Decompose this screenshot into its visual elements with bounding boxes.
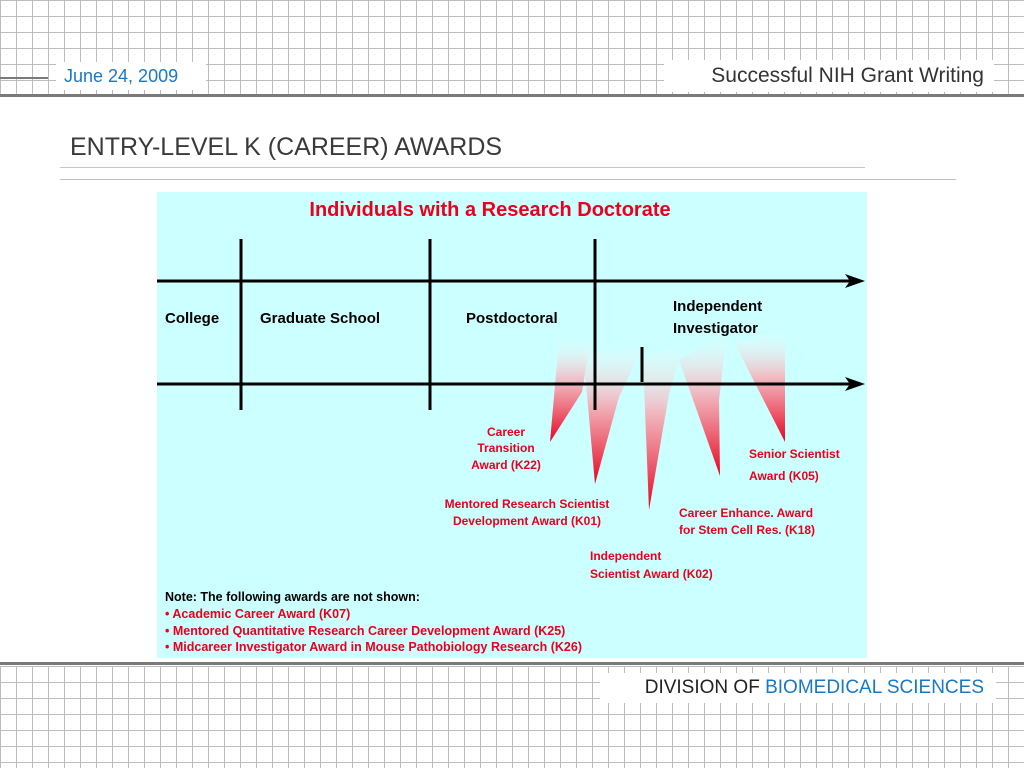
footer-prefix: DIVISION OF: [644, 677, 760, 698]
k22-label-line2: Transition: [477, 441, 535, 455]
footer-rule: [0, 662, 1024, 665]
note-item-k26: • Midcareer Investigator Award in Mouse Pathobiology Research (K26): [165, 640, 582, 654]
stage-independent-line1: Independent: [673, 298, 763, 315]
k01-label-line2: Development Award (K01): [452, 514, 602, 528]
slide-date: June 24, 2009: [64, 66, 179, 86]
k01-label-line1: Mentored Research Scientist: [444, 497, 610, 511]
diagram-heading: Individuals with a Research Doctorate: [309, 199, 671, 221]
k02-label-line1: Independent: [590, 549, 662, 563]
header-rule: [0, 94, 1024, 97]
date-dash: [0, 77, 48, 79]
k22-label-line1: Career: [486, 425, 526, 439]
note-item-k25: • Mentored Quantitative Research Career Development Award (K25): [165, 624, 566, 638]
k05-label-line1: Senior Scientist: [749, 447, 840, 461]
footer-accent: BIOMEDICAL SCIENCES: [765, 677, 984, 698]
career-awards-diagram: [157, 192, 867, 658]
stage-independent-line2: Investigator: [673, 320, 759, 337]
slide-title: ENTRY-LEVEL K (CAREER) AWARDS: [70, 133, 503, 161]
stage-postdoctoral: Postdoctoral: [466, 310, 558, 327]
k22-label-line3: Award (K22): [471, 458, 541, 472]
footer-division: [645, 677, 984, 699]
stage-graduate-school: Graduate School: [260, 310, 381, 327]
k18-label-line2: for Stem Cell Res. (K18): [679, 523, 816, 537]
k18-label-line1: Career Enhance. Award: [679, 506, 814, 520]
title-divider: [60, 179, 956, 180]
k02-label-line2: Scientist Award (K02): [590, 567, 713, 581]
title-underline: [60, 167, 865, 168]
note-item-k07: • Academic Career Award (K07): [165, 607, 351, 621]
course-title: Successful NIH Grant Writing: [711, 64, 984, 87]
k05-label-line2: Award (K05): [749, 469, 819, 483]
stage-college: College: [165, 310, 220, 327]
note-heading: Note: The following awards are not shown:: [165, 590, 420, 604]
